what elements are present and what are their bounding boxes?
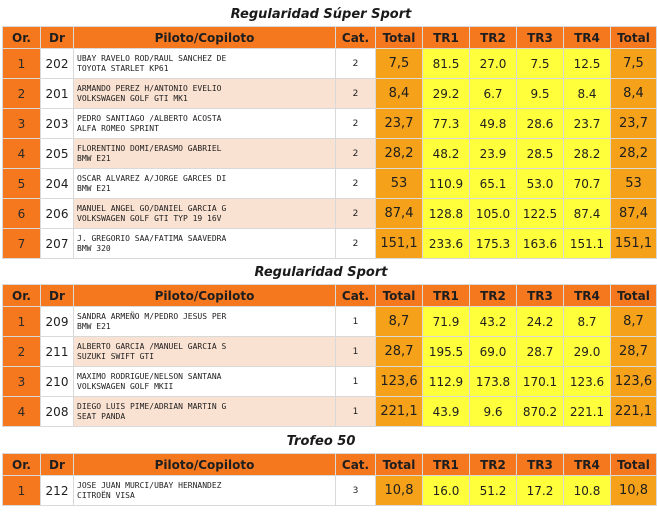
header-row xyxy=(3,27,657,49)
section-title: Regularidad Sport xyxy=(254,265,388,280)
crew-cell xyxy=(74,79,336,109)
tr1-cell: 77.3 xyxy=(423,109,470,139)
total-cell: 221,1 xyxy=(376,397,423,427)
header-or: Or. xyxy=(3,27,41,49)
crew-cell xyxy=(74,337,336,367)
dorsal-cell: 207 xyxy=(41,229,74,259)
tr2-cell: 65.1 xyxy=(470,169,517,199)
car-model: ALFA ROMEO SPRINT xyxy=(77,123,159,133)
results-table xyxy=(2,453,657,506)
header-piloto: Piloto/Copiloto xyxy=(74,285,336,307)
tr4-cell: 29.0 xyxy=(564,337,611,367)
tr4-cell: 221.1 xyxy=(564,397,611,427)
dorsal-cell: 210 xyxy=(41,367,74,397)
total-cell: 151,1 xyxy=(376,229,423,259)
tr2-cell: 23.9 xyxy=(470,139,517,169)
category-cell: 1 xyxy=(336,397,376,427)
table-row xyxy=(3,49,657,79)
car-model: CITROËN VISA xyxy=(77,490,135,500)
header-cat: Cat. xyxy=(336,27,376,49)
dorsal-cell: 212 xyxy=(41,476,74,506)
header-tr3: TR3 xyxy=(517,27,564,49)
category-cell: 2 xyxy=(336,229,376,259)
final-total-cell: 23,7 xyxy=(611,109,657,139)
crew-names: MANUEL ANGEL GO/DANIEL GARCIA G xyxy=(77,203,227,213)
tr3-cell: 9.5 xyxy=(517,79,564,109)
tr1-cell: 195.5 xyxy=(423,337,470,367)
tr3-cell: 17.2 xyxy=(517,476,564,506)
dorsal-cell: 209 xyxy=(41,307,74,337)
tr1-cell: 112.9 xyxy=(423,367,470,397)
dorsal-cell: 202 xyxy=(41,49,74,79)
total-cell: 53 xyxy=(376,169,423,199)
position-cell: 4 xyxy=(3,397,41,427)
final-total-cell: 8,4 xyxy=(611,79,657,109)
header-total: Total xyxy=(376,285,423,307)
crew-names: JOSE JUAN MURCI/UBAY HERNANDEZ xyxy=(77,480,222,490)
tr4-cell: 10.8 xyxy=(564,476,611,506)
dorsal-cell: 205 xyxy=(41,139,74,169)
dorsal-cell: 208 xyxy=(41,397,74,427)
header-row xyxy=(3,285,657,307)
tr3-cell: 28.6 xyxy=(517,109,564,139)
car-model: BMW E21 xyxy=(77,183,111,193)
position-cell: 7 xyxy=(3,229,41,259)
position-cell: 1 xyxy=(3,307,41,337)
tr1-cell: 110.9 xyxy=(423,169,470,199)
final-total-cell: 87,4 xyxy=(611,199,657,229)
tr3-cell: 170.1 xyxy=(517,367,564,397)
header-dr: Dr xyxy=(41,285,74,307)
tr4-cell: 70.7 xyxy=(564,169,611,199)
header-tr2: TR2 xyxy=(470,454,517,476)
total-cell: 87,4 xyxy=(376,199,423,229)
header-tr3: TR3 xyxy=(517,454,564,476)
header-total-final: Total xyxy=(611,454,657,476)
total-cell: 8,7 xyxy=(376,307,423,337)
total-cell: 7,5 xyxy=(376,49,423,79)
crew-names: FLORENTINO DOMI/ERASMO GABRIEL xyxy=(77,143,222,153)
tr3-cell: 53.0 xyxy=(517,169,564,199)
tr1-cell: 81.5 xyxy=(423,49,470,79)
car-model: BMW E21 xyxy=(77,321,111,331)
dorsal-cell: 203 xyxy=(41,109,74,139)
tr2-cell: 175.3 xyxy=(470,229,517,259)
tr4-cell: 8.4 xyxy=(564,79,611,109)
tr3-cell: 28.5 xyxy=(517,139,564,169)
crew-names: ARMANDO PEREZ H/ANTONIO EVELIO xyxy=(77,83,222,93)
car-model: VOLKSWAGEN GOLF GTI MK1 xyxy=(77,93,188,103)
tr4-cell: 23.7 xyxy=(564,109,611,139)
tr1-cell: 29.2 xyxy=(423,79,470,109)
category-cell: 1 xyxy=(336,337,376,367)
car-model: BMW 320 xyxy=(77,243,111,253)
position-cell: 3 xyxy=(3,367,41,397)
header-tr2: TR2 xyxy=(470,285,517,307)
results-table xyxy=(2,284,657,427)
dorsal-cell: 201 xyxy=(41,79,74,109)
total-cell: 8,4 xyxy=(376,79,423,109)
tr2-cell: 9.6 xyxy=(470,397,517,427)
tr4-cell: 123.6 xyxy=(564,367,611,397)
crew-names: PEDRO SANTIAGO /ALBERTO ACOSTA xyxy=(77,113,222,123)
category-cell: 1 xyxy=(336,307,376,337)
header-tr2: TR2 xyxy=(470,27,517,49)
final-total-cell: 53 xyxy=(611,169,657,199)
category-cell: 2 xyxy=(336,49,376,79)
category-cell: 3 xyxy=(336,476,376,506)
car-model: VOLKSWAGEN GOLF GTI TYP 19 16V xyxy=(77,213,222,223)
crew-cell xyxy=(74,307,336,337)
final-total-cell: 123,6 xyxy=(611,367,657,397)
header-total: Total xyxy=(376,27,423,49)
header-tr4: TR4 xyxy=(564,454,611,476)
tr3-cell: 122.5 xyxy=(517,199,564,229)
dorsal-cell: 206 xyxy=(41,199,74,229)
tr2-cell: 49.8 xyxy=(470,109,517,139)
header-tr4: TR4 xyxy=(564,27,611,49)
tr4-cell: 151.1 xyxy=(564,229,611,259)
header-tr1: TR1 xyxy=(423,27,470,49)
tr2-cell: 6.7 xyxy=(470,79,517,109)
tr4-cell: 28.2 xyxy=(564,139,611,169)
table-row xyxy=(3,109,657,139)
tr1-cell: 233.6 xyxy=(423,229,470,259)
total-cell: 123,6 xyxy=(376,367,423,397)
tr2-cell: 43.2 xyxy=(470,307,517,337)
header-dr: Dr xyxy=(41,454,74,476)
total-cell: 23,7 xyxy=(376,109,423,139)
table-row xyxy=(3,337,657,367)
position-cell: 6 xyxy=(3,199,41,229)
table-row xyxy=(3,199,657,229)
results-table xyxy=(2,26,657,259)
crew-cell xyxy=(74,476,336,506)
dorsal-cell: 211 xyxy=(41,337,74,367)
tr3-cell: 7.5 xyxy=(517,49,564,79)
tr1-cell: 71.9 xyxy=(423,307,470,337)
car-model: BMW E21 xyxy=(77,153,111,163)
final-total-cell: 28,7 xyxy=(611,337,657,367)
header-total: Total xyxy=(376,454,423,476)
position-cell: 1 xyxy=(3,49,41,79)
section-title: Trofeo 50 xyxy=(286,434,356,449)
final-total-cell: 7,5 xyxy=(611,49,657,79)
crew-names: DIEGO LUIS PIME/ADRIAN MARTIN G xyxy=(77,401,227,411)
tr4-cell: 12.5 xyxy=(564,49,611,79)
final-total-cell: 151,1 xyxy=(611,229,657,259)
table-row xyxy=(3,169,657,199)
category-cell: 2 xyxy=(336,79,376,109)
position-cell: 4 xyxy=(3,139,41,169)
crew-cell xyxy=(74,139,336,169)
total-cell: 28,2 xyxy=(376,139,423,169)
results-page xyxy=(0,4,653,506)
tr2-cell: 27.0 xyxy=(470,49,517,79)
tr2-cell: 173.8 xyxy=(470,367,517,397)
position-cell: 2 xyxy=(3,79,41,109)
final-total-cell: 221,1 xyxy=(611,397,657,427)
header-tr3: TR3 xyxy=(517,285,564,307)
table-row xyxy=(3,229,657,259)
header-tr1: TR1 xyxy=(423,454,470,476)
car-model: SUZUKI SWIFT GTI xyxy=(77,351,155,361)
position-cell: 2 xyxy=(3,337,41,367)
header-or: Or. xyxy=(3,285,41,307)
tr1-cell: 48.2 xyxy=(423,139,470,169)
car-model: TOYOTA STARLET KP61 xyxy=(77,63,169,73)
tr1-cell: 43.9 xyxy=(423,397,470,427)
final-total-cell: 8,7 xyxy=(611,307,657,337)
section-title: Regularidad Súper Sport xyxy=(230,7,412,22)
tr1-cell: 128.8 xyxy=(423,199,470,229)
tr3-cell: 163.6 xyxy=(517,229,564,259)
header-cat: Cat. xyxy=(336,454,376,476)
crew-cell xyxy=(74,367,336,397)
header-tr4: TR4 xyxy=(564,285,611,307)
car-model: VOLKSWAGEN GOLF MKII xyxy=(77,381,174,391)
final-total-cell: 10,8 xyxy=(611,476,657,506)
position-cell: 5 xyxy=(3,169,41,199)
header-total-final: Total xyxy=(611,27,657,49)
category-cell: 2 xyxy=(336,139,376,169)
header-piloto: Piloto/Copiloto xyxy=(74,454,336,476)
total-cell: 10,8 xyxy=(376,476,423,506)
table-row xyxy=(3,79,657,109)
tr2-cell: 51.2 xyxy=(470,476,517,506)
table-row xyxy=(3,307,657,337)
final-total-cell: 28,2 xyxy=(611,139,657,169)
header-total-final: Total xyxy=(611,285,657,307)
header-tr1: TR1 xyxy=(423,285,470,307)
table-row xyxy=(3,476,657,506)
crew-cell xyxy=(74,49,336,79)
category-cell: 2 xyxy=(336,109,376,139)
tr1-cell: 16.0 xyxy=(423,476,470,506)
tr3-cell: 870.2 xyxy=(517,397,564,427)
table-row xyxy=(3,397,657,427)
dorsal-cell: 204 xyxy=(41,169,74,199)
tr2-cell: 69.0 xyxy=(470,337,517,367)
header-dr: Dr xyxy=(41,27,74,49)
crew-names: SANDRA ARMEÑO M/PEDRO JESUS PER xyxy=(77,311,227,321)
tr4-cell: 87.4 xyxy=(564,199,611,229)
tr4-cell: 8.7 xyxy=(564,307,611,337)
crew-cell xyxy=(74,397,336,427)
category-cell: 2 xyxy=(336,169,376,199)
crew-cell xyxy=(74,229,336,259)
crew-names: J. GREGORIO SAA/FATIMA SAAVEDRA xyxy=(77,233,227,243)
crew-names: OSCAR ALVAREZ A/JORGE GARCES DI xyxy=(77,173,227,183)
crew-cell xyxy=(74,109,336,139)
crew-names: UBAY RAVELO ROD/RAUL SANCHEZ DE xyxy=(77,53,227,63)
crew-names: ALBERTO GARCIA /MANUEL GARCIA S xyxy=(77,341,227,351)
position-cell: 1 xyxy=(3,476,41,506)
category-cell: 2 xyxy=(336,199,376,229)
header-or: Or. xyxy=(3,454,41,476)
crew-cell xyxy=(74,169,336,199)
table-row xyxy=(3,367,657,397)
crew-names: MAXIMO RODRIGUE/NELSON SANTANA xyxy=(77,371,222,381)
tr3-cell: 24.2 xyxy=(517,307,564,337)
crew-cell xyxy=(74,199,336,229)
category-cell: 1 xyxy=(336,367,376,397)
car-model: SEAT PANDA xyxy=(77,411,126,421)
tr2-cell: 105.0 xyxy=(470,199,517,229)
table-row xyxy=(3,139,657,169)
total-cell: 28,7 xyxy=(376,337,423,367)
position-cell: 3 xyxy=(3,109,41,139)
header-cat: Cat. xyxy=(336,285,376,307)
header-piloto: Piloto/Copiloto xyxy=(74,27,336,49)
header-row xyxy=(3,454,657,476)
tr3-cell: 28.7 xyxy=(517,337,564,367)
